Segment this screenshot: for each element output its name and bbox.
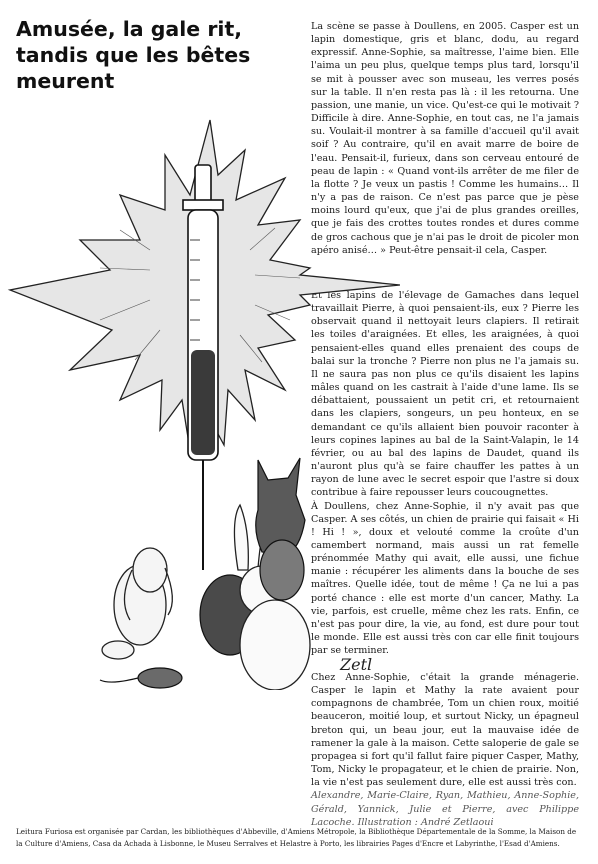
syringe: [183, 165, 223, 570]
syringe-animals-illustration: [0, 100, 400, 690]
syringe-liquid: [191, 350, 215, 455]
credits: Alexandre, Marie-Claire, Ryan, Mathieu, Anne-Sophie, Gérald, Yannick, Julie et Pierre, avec Philippe Lacoche. Illustration : André Zetlaoui: [311, 790, 579, 828]
syringe-flange: [183, 200, 223, 210]
illustrator-signature: Zetl: [340, 655, 373, 674]
paragraph-2: Et les lapins de l'élevage de Gamaches dans lequel travaillait Pierre, à quoi pensaient-ils, eux ? Pierre les observait quand il nettoyait leurs clapiers. Il retirait les toiles d'araignées. Et elles, les araignées, à quoi pensaient-elles quand elles prenaient des coups de balai sur la tronche ? Pierre non plus ne l'a jamais su. Il ne saura pas non plus ce qu'ils disaient les lapins mâles quand on les castrait à l'aide d'une lame. Ils se débattaient, poussaient un petit cri, et retournaient dans les clapiers, songeurs, un peu honteux, en se demandant ce qu'ils allaient bien pouvoir raconter à leurs copines lapines au bal de la Saint-Valapin, le 14 février, ou au bal des lapins de Daudet, quand ils n'auront plus qu'à se faire chauffer les pattes à un rayon de lune avec le secret espoir que l'astre si doux contribue à faire repousser leurs coucougnettes.: [311, 290, 579, 499]
paragraph-1: La scène se passe à Doullens, en 2005. Casper est un lapin domestique, gris et blanc, dodu, au regard expressif. Anne-Sophie, sa maîtresse, l'aime bien. Elle l'aima un peu plus, quelque temps plus tard, lorsqu'il se mit à pousser avec son museau, les verres posés sur la table. Il n'en resta pas là : il les retourna. Une passion, une manie, un vice. Qu'est-ce qui le motivait ? Difficile à dire. Anne-Sophie, en tout cas, ne l'a jamais su. Voulait-il montrer à sa famille d'accueil qu'il avait soif ? Au contraire, qu'il en avait marre de boire de l'eau. Pensait-il, furieux, dans son cerveau entouré de peau de lapin : « Quand vont-ils arrêter de me filer de la flotte ? Je veux un pastis ! Comme les humains… Il n'y a pas de raison. Ce n'est pas parce que je pèse moins lourd qu'eux, que j'ai de plus grandes oreilles, que je fais des crottes toutes rondes et dures comme de gros cachous que je n'ai pas le droit de picoler mon apéro anisé… » Peut-être pensait-il cela, Casper.: [311, 21, 579, 256]
paragraph-4: Chez Anne-Sophie, c'était la grande ménagerie. Casper le lapin et Mathy la rate avaient pour compagnons de chambrée, Tom un chien roux, moitié beauceron, moitié loup, et surtout Nicky, un épagneul breton qui, un beau jour, eut la mauvaise idée de ramener la gale à la maison. Cette saloperie de gale se propagea si fort qu'il fallut faire piquer Casper, Mathy, Tom, Nicky le propagateur, et le chien de prairie. Non, la vie n'est pas seulement dure, elle est aussi très con.: [311, 672, 579, 789]
dog-drawing: [102, 548, 172, 659]
rat-drawing: [100, 668, 182, 688]
paragraph-3: À Doullens, chez Anne-Sophie, il n'y avait pas que Casper. A ses côtés, un chien de prairie qui faisait « Hi ! Hi ! », doux et velouté comme la croûte d'un camembert normand, mais aussi un rat femelle prénommée Mathy qui avait, elle aussi, une fichue manie : récupérer les aliments dans la bouche de ses maîtres. Quelle idée, tout de même ! Ça ne lui a pas porté chance : elle est morte d'un cancer, Mathy. La vie, parfois, est cruelle, même chez les rats. Enfin, ce n'est pas pour dire, la vie, au fond, est dure pour tout le monde. Elle est aussi très con car elle finit toujours par se terminer.: [311, 500, 579, 657]
text-column-bottom: [311, 671, 579, 829]
article-title: Amusée, la gale rit, tandis que les bêtes meurent: [16, 17, 251, 93]
footer-credits: Leitura Furiosa est organisée par Cardan, les bibliothèques d'Abbeville, d'Amiens Métropole, la Bibliothèque Départementale de la Somme, la Maison de la Culture d'Amiens, Casa da Achada à Lisbonne, le Museu Serralves et Helastre à Porto, les librairies Pages d'Encre et Labyrinthe, l'Esad d'Amiens.: [16, 827, 577, 848]
fox-drawing: [256, 458, 305, 600]
syringe-plunger: [195, 165, 211, 205]
